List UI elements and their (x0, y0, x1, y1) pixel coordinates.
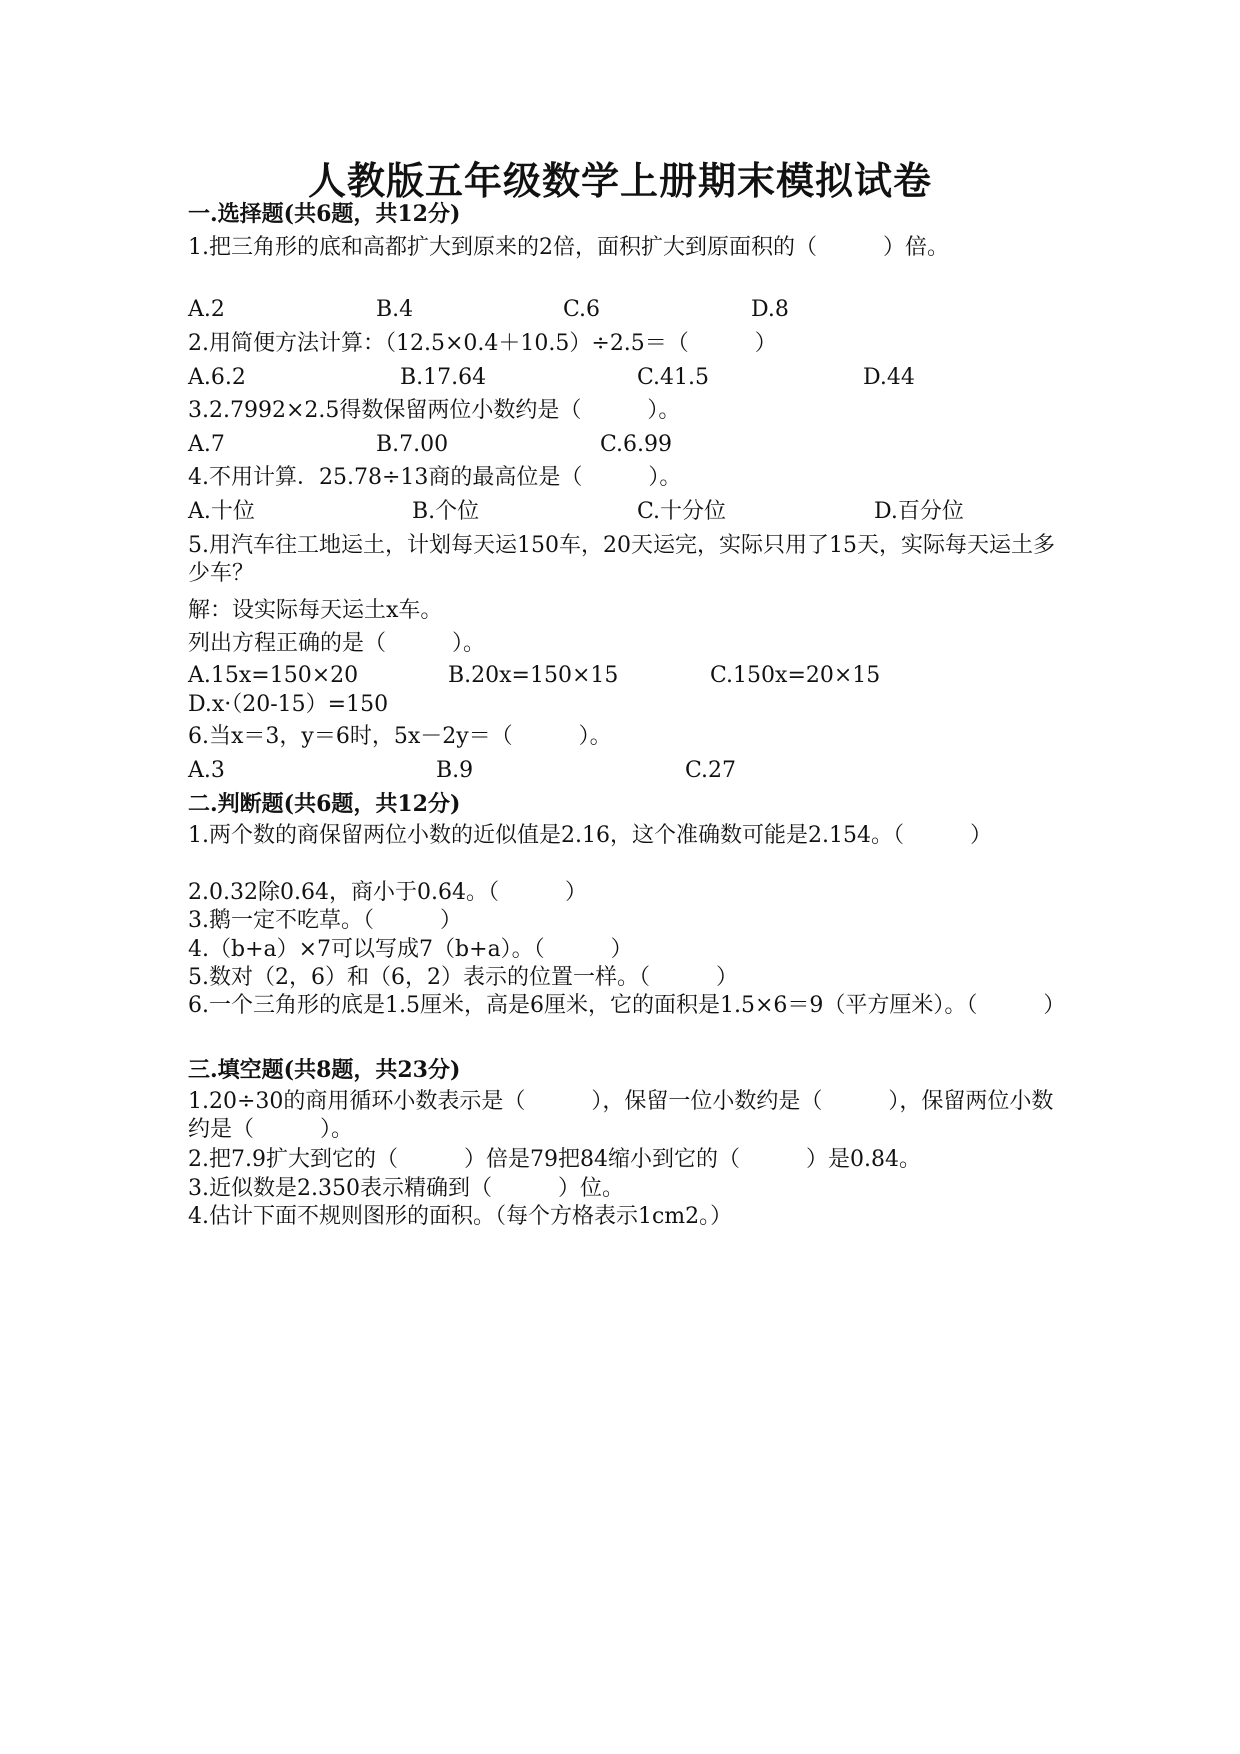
question-text: 2.用简便方法计算：（12.5×0.4＋10.5）÷2.5＝（ ） (188, 331, 777, 356)
option: A.15x=150×20 (188, 663, 359, 688)
option: A.6.2 (188, 365, 246, 390)
question-text: 3.2.7992×2.5得数保留两位小数约是（ ）。 (188, 398, 681, 423)
option: B.20x=150×15 (448, 663, 619, 688)
option: C.27 (685, 758, 737, 783)
question-text: 6.一个三角形的底是1.5厘米，高是6厘米，它的面积是1.5×6＝9（平方厘米）。（ ） (188, 993, 1066, 1018)
question-text: 1.两个数的商保留两位小数的近似值是2.16，这个准确数可能是2.154。（ ） (188, 823, 992, 848)
question-text: 1.把三角形的底和高都扩大到原来的2倍，面积扩大到原面积的（ ）倍。 (188, 235, 949, 260)
option: C.十分位 (637, 499, 727, 524)
option: A.十位 (188, 499, 255, 524)
option: B.4 (376, 297, 414, 322)
question-text: 2.0.32除0.64，商小于0.64。（ ） (188, 880, 587, 905)
question-text: 2.把7.9扩大到它的（ ）倍是79把84缩小到它的（ ）是0.84。 (188, 1147, 921, 1172)
option: C.41.5 (637, 365, 710, 390)
option: C.6.99 (600, 432, 673, 457)
option: D.44 (863, 365, 915, 390)
section-header-fill: 三.填空题(共8题，共23分) (188, 1057, 461, 1083)
option: B.个位 (412, 499, 480, 524)
option: D.8 (751, 297, 789, 322)
option: B.9 (436, 758, 474, 783)
option: B.7.00 (376, 432, 449, 457)
question-text: 4.（b+a）×7可以写成7（b+a）。（ ） (188, 937, 633, 962)
option: D.百分位 (874, 499, 964, 524)
question-text: 3.近似数是2.350表示精确到（ ）位。 (188, 1176, 624, 1201)
option: A.2 (188, 297, 225, 322)
option: A.7 (188, 432, 225, 457)
option: D.x·（20-15）=150 (188, 692, 389, 717)
question-text: 3.鹅一定不吃草。（ ） (188, 908, 462, 933)
section-header-judgement: 二.判断题(共6题，共12分) (188, 791, 461, 817)
option: C.150x=20×15 (710, 663, 881, 688)
section-header-choice: 一.选择题(共6题，共12分) (188, 201, 461, 227)
question-text: 4.不用计算．25.78÷13商的最高位是（ ）。 (188, 465, 682, 490)
question-text: 5.数对（2，6）和（6，2）表示的位置一样。（ ） (188, 965, 738, 990)
option: B.17.64 (400, 365, 487, 390)
option: A.3 (188, 758, 225, 783)
question-text: 5.用汽车往工地运土，计划每天运150车，20天运完，实际只用了15天，实际每天运土多少车？ (188, 533, 1055, 586)
question-text: 6.当x＝3，y＝6时，5x－2y＝（ ）。 (188, 724, 612, 749)
question-text: 4.估计下面不规则图形的面积。（每个方格表示1cm2。） (188, 1204, 733, 1229)
option: C.6 (563, 297, 601, 322)
question-text: 1.20÷30的商用循环小数表示是（ ），保留一位小数约是（ ），保留两位小数约是（ ）。 (188, 1089, 1054, 1142)
page-title: 人教版五年级数学上册期末模拟试卷 (307, 158, 932, 203)
solution-setup: 解：设实际每天运土x车。 (188, 598, 443, 623)
question-prompt: 列出方程正确的是（ ）。 (188, 631, 486, 656)
